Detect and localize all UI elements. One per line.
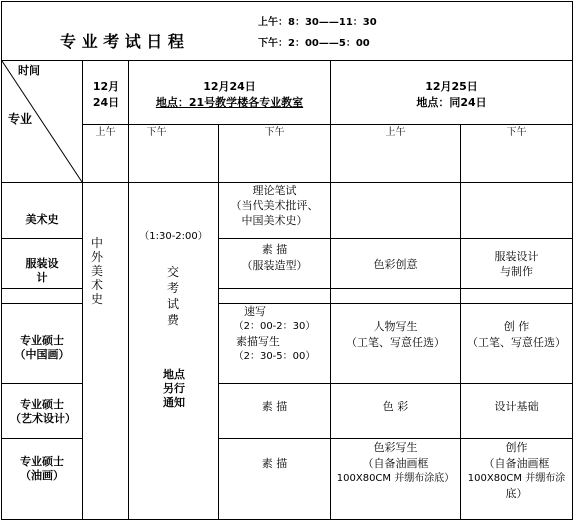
fee-time: （1:30-2:00）	[139, 231, 208, 242]
fashion-sketch: 素 描	[261, 243, 288, 256]
date-dec24-short: 24日	[92, 96, 120, 109]
oil-color-note: 100X80CM 并绷布涂底）	[336, 473, 455, 484]
sketch-from-life: 素描写生	[236, 335, 280, 348]
morning-time: 上午：8：30——11：30	[258, 17, 377, 28]
fashion-sketch-note: （服装造型）	[241, 259, 308, 272]
afternoon-time: 下午：2：00——5：00	[258, 38, 370, 49]
sketch-from-life-time: （2：30-5：00）	[233, 351, 316, 362]
date-dec25: 12月25日	[425, 80, 478, 93]
oil-sketch: 素 描	[261, 457, 288, 470]
corner-time-label: 时间	[18, 64, 40, 77]
figure-painting-note: （工笔、写意任选）	[346, 336, 445, 349]
creation: 创 作	[503, 320, 530, 333]
fashion-design-making: 服装设计	[494, 250, 539, 263]
session-label: 上午	[95, 127, 116, 138]
date-dec12: 12月	[92, 80, 120, 93]
session-label: 下午	[264, 127, 285, 138]
major-mfa-oil-painting: 专业硕士（油画）	[20, 455, 64, 482]
major-mfa-art-design: 专业硕士（艺术设计）	[10, 398, 76, 425]
fee-label: 交考试费	[166, 265, 179, 327]
major-mfa-chinese-painting: 专业硕士（中国画）	[14, 334, 70, 361]
oil-creation-note: 100X80CM 并绷布涂	[467, 473, 566, 484]
theory-exam: 理论笔试	[252, 184, 297, 197]
corner-major-label: 专业	[8, 112, 33, 126]
art-design-color: 色 彩	[382, 400, 409, 413]
date-dec25-location: 地点：同24日	[416, 96, 487, 109]
session-label: 下午	[506, 127, 527, 138]
art-design-sketch: 素 描	[261, 400, 288, 413]
date-dec24: 12月24日	[203, 80, 256, 93]
date-dec24-location: 地点：21号教学楼各专业教室	[155, 96, 304, 109]
color-creativity: 色彩创意	[373, 258, 418, 271]
theory-exam-detail: （当代美术批评、	[230, 199, 319, 212]
quick-sketch: 速写	[244, 305, 266, 318]
theory-exam-detail: 中国美术史）	[241, 214, 308, 227]
oil-creation-note: （自备油画框	[483, 457, 550, 470]
session-label: 上午	[385, 127, 406, 138]
figure-painting: 人物写生	[373, 320, 418, 333]
oil-color-note: （自备油画框	[362, 457, 429, 470]
session-label: 下午	[146, 127, 167, 138]
page-title: 专 业 考 试 日 程	[60, 32, 184, 51]
chinese-foreign-art-history: 中外美术史	[90, 236, 103, 306]
major-art-history: 美术史	[25, 213, 59, 226]
oil-color-painting: 色彩写生	[373, 441, 418, 454]
oil-creation: 创作	[505, 441, 528, 454]
design-basics: 设计基础	[494, 400, 539, 413]
creation-note: （工笔、写意任选）	[467, 336, 566, 349]
fashion-design-making: 与制作	[500, 265, 533, 278]
major-fashion-design: 服装设计	[25, 257, 59, 284]
quick-sketch-time: （2：00-2：30）	[233, 321, 316, 332]
oil-creation-note: 底）	[505, 487, 528, 500]
other-location: 地点另行通知	[163, 368, 185, 409]
